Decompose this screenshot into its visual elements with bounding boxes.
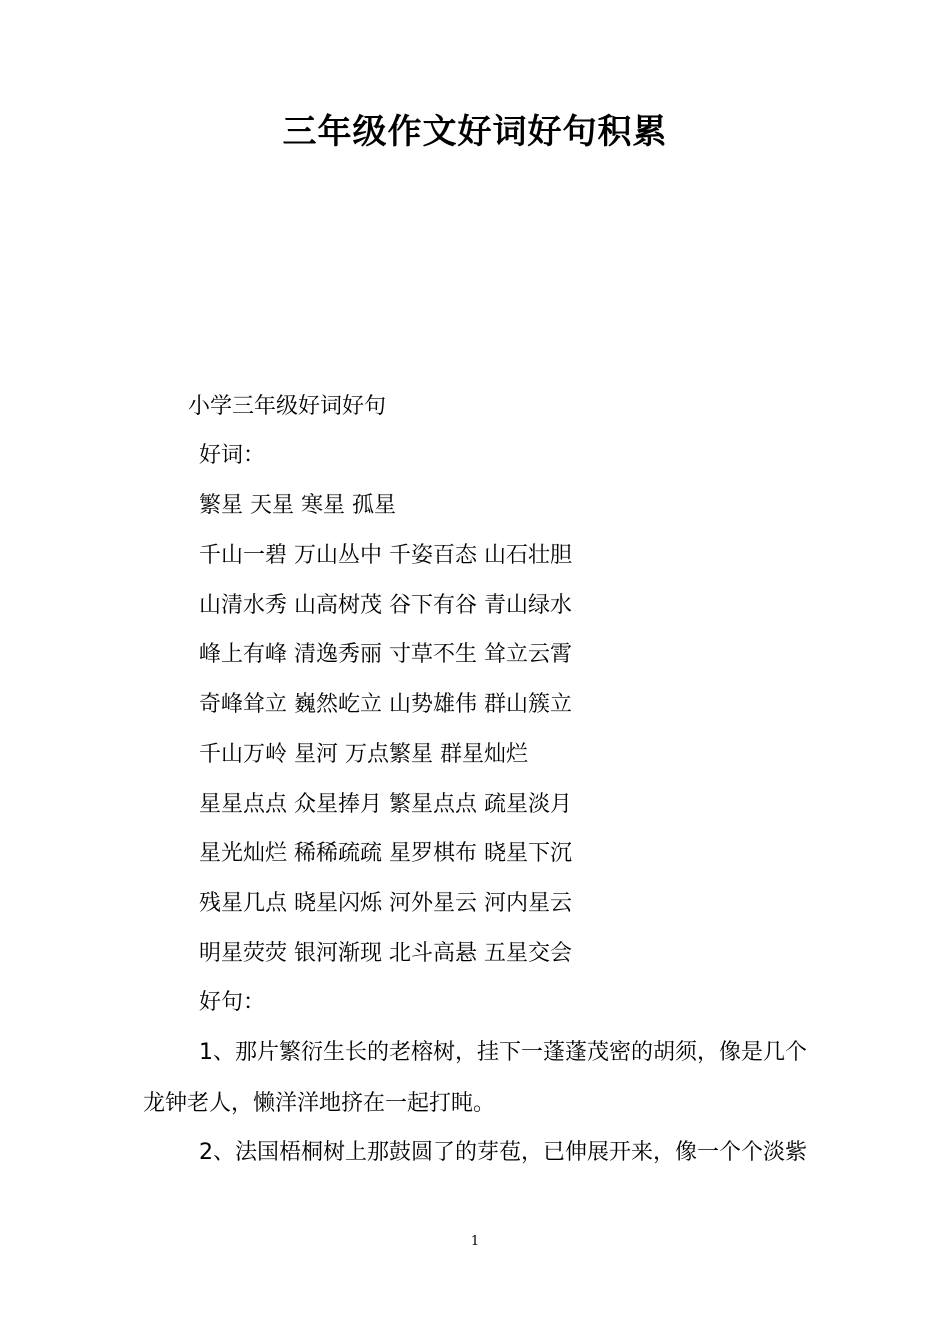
- word-line-8: 星光灿烂 稀稀疏疏 星罗棋布 晓星下沉: [199, 841, 572, 866]
- word-line-5: 奇峰耸立 巍然屹立 山势雄伟 群山簇立: [199, 692, 572, 717]
- sentences-heading: 好句：: [199, 990, 266, 1015]
- word-line-9: 残星几点 晓星闪烁 河外星云 河内星云: [199, 891, 572, 916]
- sentence-line-2: 龙钟老人，懒洋洋地挤在一起打盹。: [143, 1091, 496, 1116]
- word-line-1: 繁星 天星 寒星 孤星: [199, 493, 396, 518]
- sentence-line-3: 2、法国梧桐树上那鼓圆了的芽苞，已伸展开来，像一个个淡紫: [199, 1140, 807, 1165]
- document-title: 三年级作文好词好句积累: [282, 112, 668, 152]
- section-subtitle: 小学三年级好词好句: [188, 394, 387, 419]
- sentence-line-1: 1、那片繁衍生长的老榕树，挂下一蓬蓬茂密的胡须，像是几个: [199, 1040, 807, 1065]
- page-number: 1: [470, 1234, 480, 1249]
- word-line-10: 明星荧荧 银河渐现 北斗高悬 五星交会: [199, 941, 572, 966]
- word-line-7: 星星点点 众星捧月 繁星点点 疏星淡月: [199, 792, 572, 817]
- word-line-4: 峰上有峰 清逸秀丽 寸草不生 耸立云霄: [199, 642, 572, 667]
- word-line-6: 千山万岭 星河 万点繁星 群星灿烂: [199, 742, 528, 767]
- word-line-3: 山清水秀 山高树茂 谷下有谷 青山绿水: [199, 593, 572, 618]
- word-line-2: 千山一碧 万山丛中 千姿百态 山石壮胆: [199, 543, 572, 568]
- words-heading: 好词：: [199, 443, 266, 468]
